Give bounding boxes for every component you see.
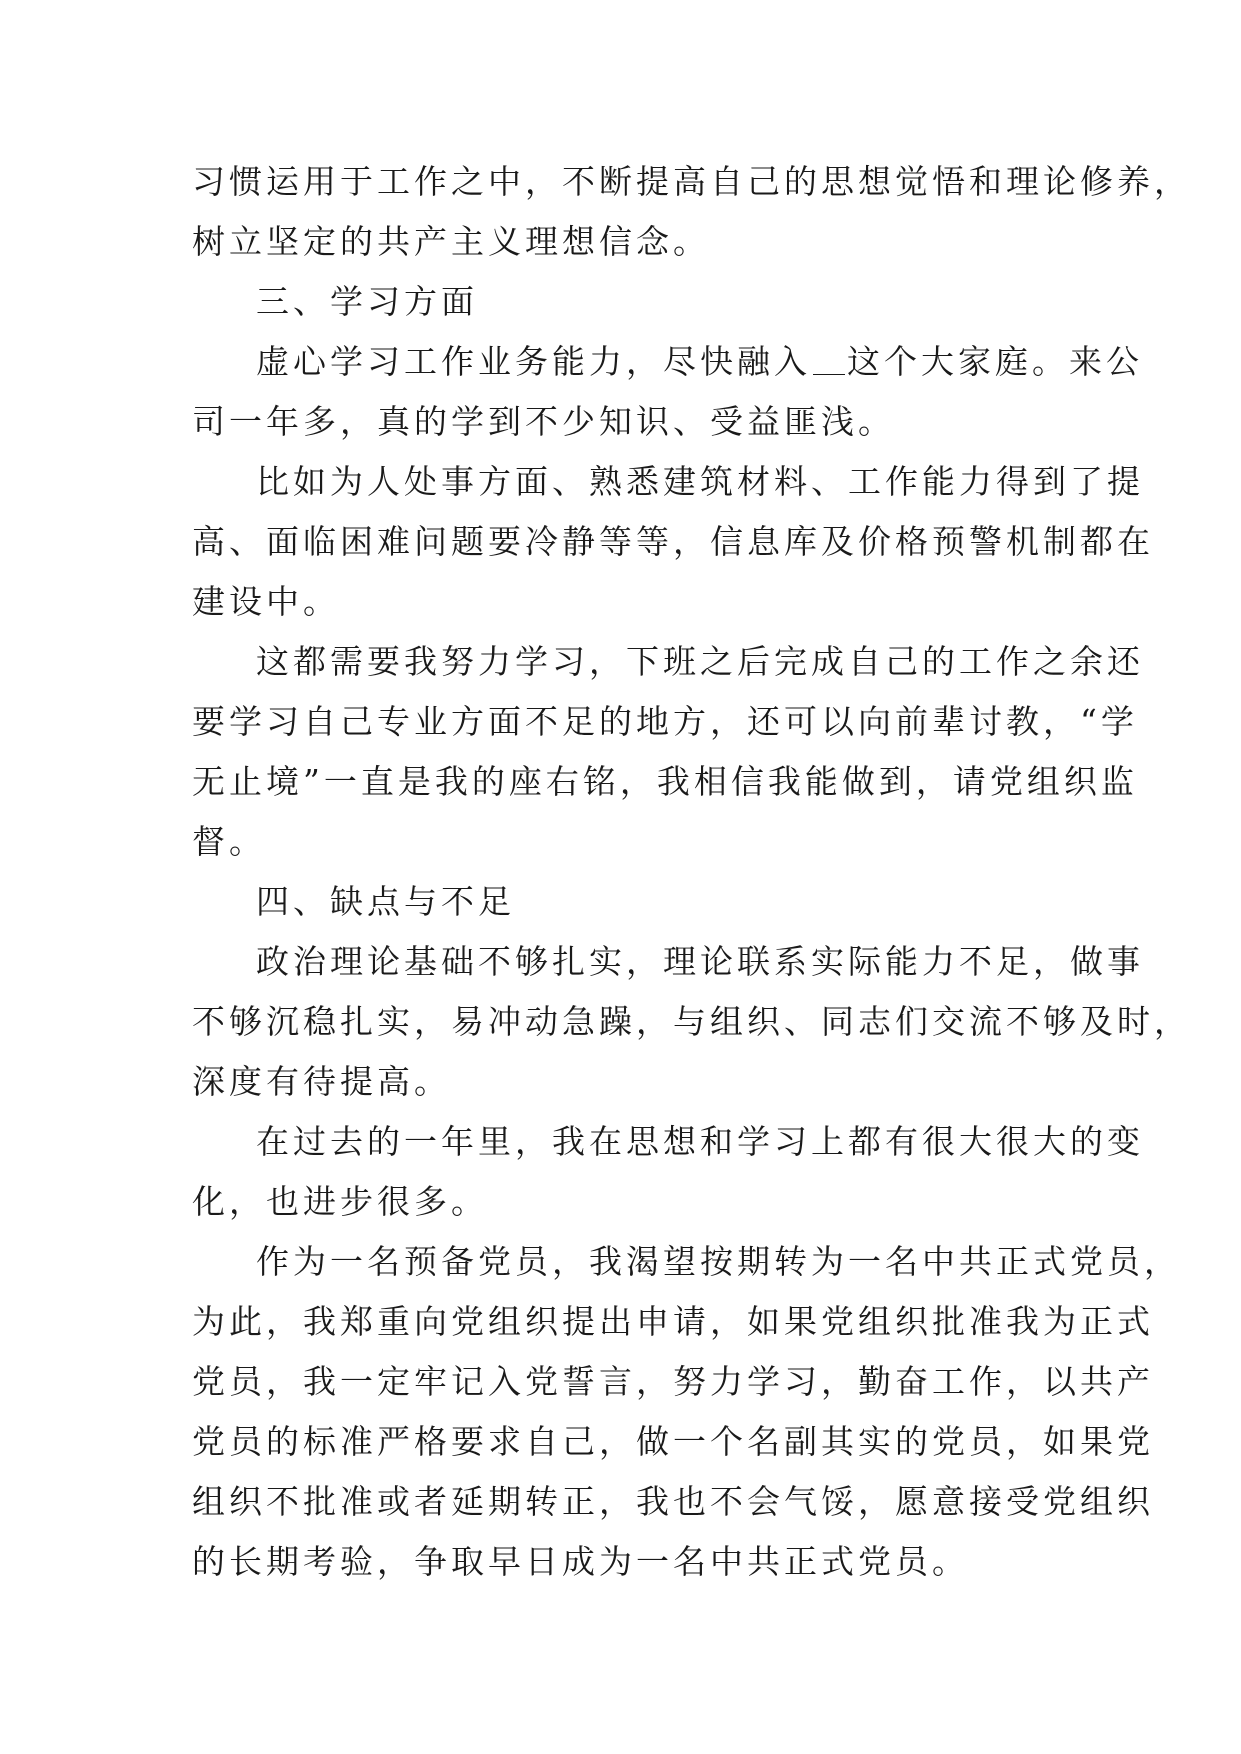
section-heading-shortcomings: 四、缺点与不足 bbox=[256, 882, 515, 921]
text-line: 树立坚定的共产主义理想信念。 bbox=[192, 222, 710, 261]
text-line: 的长期考验，争取早日成为一名中共正式党员。 bbox=[192, 1542, 969, 1581]
text-line: 建设中。 bbox=[192, 582, 340, 621]
text-line: 组织不批准或者延期转正，我也不会气馁，愿意接受党组织 bbox=[192, 1482, 1154, 1521]
text-line: 政治理论基础不够扎实，理论联系实际能力不足，做事 bbox=[256, 942, 1144, 981]
text-line: 要学习自己专业方面不足的地方，还可以向前辈讨教，“学 bbox=[192, 702, 1138, 741]
text-line: 习惯运用于工作之中，不断提高自己的思想觉悟和理论修养， bbox=[192, 162, 1191, 201]
text-line: 不够沉稳扎实，易冲动急躁，与组织、同志们交流不够及时， bbox=[192, 1002, 1191, 1041]
text-line: 督。 bbox=[192, 822, 266, 861]
text-line-with-blank bbox=[192, 332, 1143, 392]
text-line: 为此，我郑重向党组织提出申请，如果党组织批准我为正式 bbox=[192, 1302, 1154, 1341]
document-body bbox=[192, 152, 1191, 1592]
text-line: 这都需要我努力学习，下班之后完成自己的工作之余还 bbox=[256, 642, 1144, 681]
text-segment: 虚心学习工作业务能力，尽快融入 bbox=[256, 342, 811, 381]
text-line: 高、面临困难问题要冷静等等，信息库及价格预警机制都在 bbox=[192, 522, 1154, 561]
section-heading-study: 三、学习方面 bbox=[256, 282, 478, 321]
text-line: 党员，我一定牢记入党誓言，努力学习，勤奋工作，以共产 bbox=[192, 1362, 1154, 1401]
fill-in-blank bbox=[813, 346, 845, 375]
text-line: 无止境”一直是我的座右铭，我相信我能做到，请党组织监 bbox=[192, 762, 1138, 801]
text-line: 党员的标准严格要求自己，做一个名副其实的党员，如果党 bbox=[192, 1422, 1154, 1461]
text-line: 深度有待提高。 bbox=[192, 1062, 451, 1101]
text-line: 比如为人处事方面、熟悉建筑材料、工作能力得到了提 bbox=[256, 462, 1144, 501]
text-segment: 这个大家庭。来公 bbox=[847, 342, 1143, 381]
text-line: 司一年多，真的学到不少知识、受益匪浅。 bbox=[192, 402, 895, 441]
text-line: 在过去的一年里，我在思想和学习上都有很大很大的变 bbox=[256, 1122, 1144, 1161]
text-line: 作为一名预备党员，我渴望按期转为一名中共正式党员， bbox=[256, 1242, 1181, 1281]
text-line: 化，也进步很多。 bbox=[192, 1182, 488, 1221]
